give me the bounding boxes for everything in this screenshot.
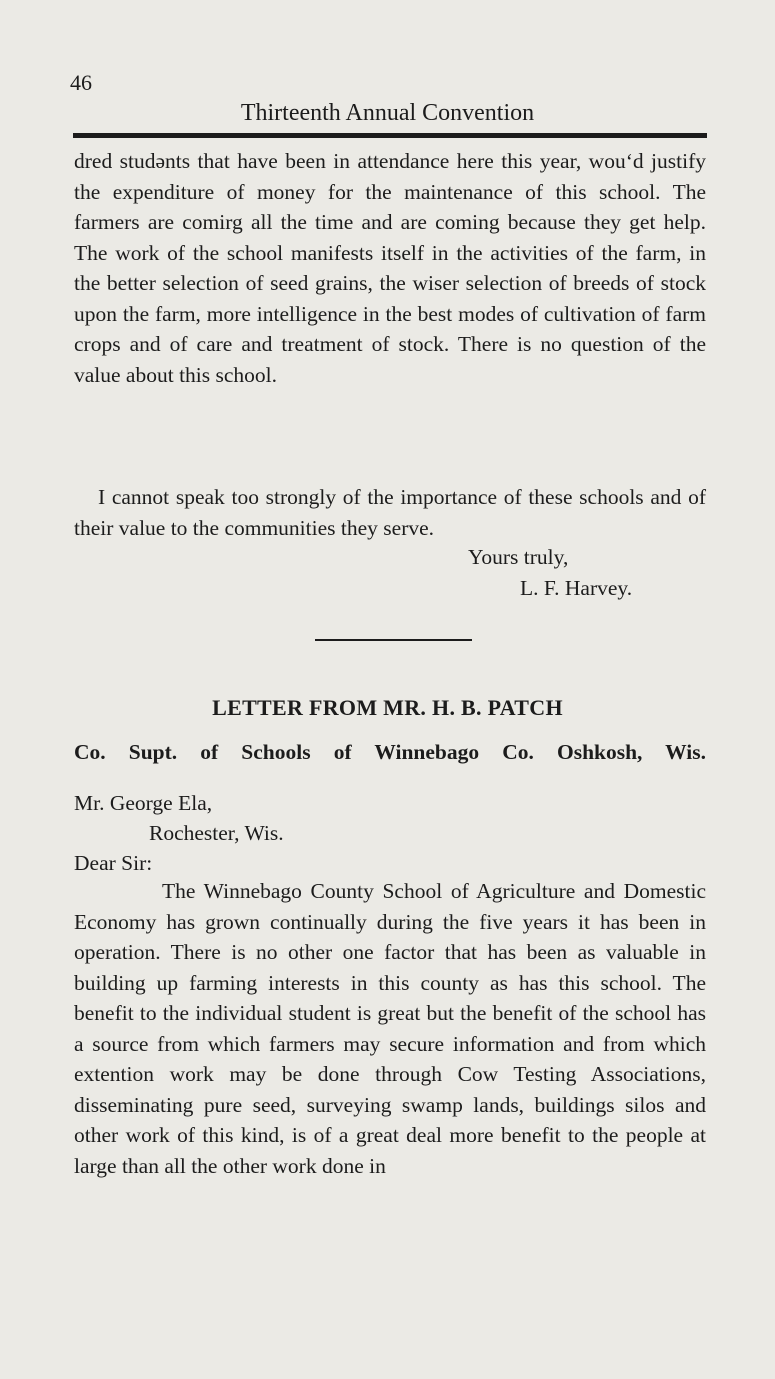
letter2-paragraph-1: The Winnebago County School of Agriculture and Domestic Economy has grown continually during the five years it has been in operation. There is no other one factor that has been as valuable in building up farming interests in this county as has this school. The benefit to the individual student is great but the benefit of the school has a source from which farmers may secure information and from which extention work may be done through Cow Testing Associations, disseminating pure seed, surveying swamp lands, buildings silos and other work of this kind, is of a great deal more benefit to the people at large than all the other work done in — [74, 879, 706, 1178]
letter1-paragraph-2: I cannot speak too strongly of the importance of these schools and of their value to the communities they serve. — [74, 485, 706, 540]
letter1-paragraph-1: dred studənts that have been in attendance here this year, wouʻd justify the expenditure of money for the maintenance of this school. The farmers are comirg all the time and are coming because they get help. The work of the school manifests itself in the activities of the farm, in the better selection of seed grains, the wiser selection of breeds of stock upon the farm, more intelligence in the best modes of cultivation of farm crops and of care and treatment of stock. There is no question of the value about this school. — [74, 149, 706, 387]
letter1-signature: L. F. Harvey. — [520, 576, 633, 600]
header-rule — [73, 133, 707, 138]
running-head-title: Thirteenth Annual Convention — [240, 100, 535, 126]
letter2-subtitle: Co. Supt. of Schools of Winnebago Co. Oshkosh, Wis. — [74, 740, 706, 764]
recipient-city: Rochester, Wis. — [149, 821, 284, 845]
salutation: Dear Sir: — [74, 851, 153, 875]
letter1-closing: Yours truly, — [468, 545, 569, 569]
recipient-name: Mr. George Ela, — [74, 791, 213, 815]
section-divider — [315, 639, 472, 641]
page-number: 46 — [70, 70, 92, 95]
letter2-title: LETTER FROM MR. H. B. PATCH — [212, 695, 563, 720]
